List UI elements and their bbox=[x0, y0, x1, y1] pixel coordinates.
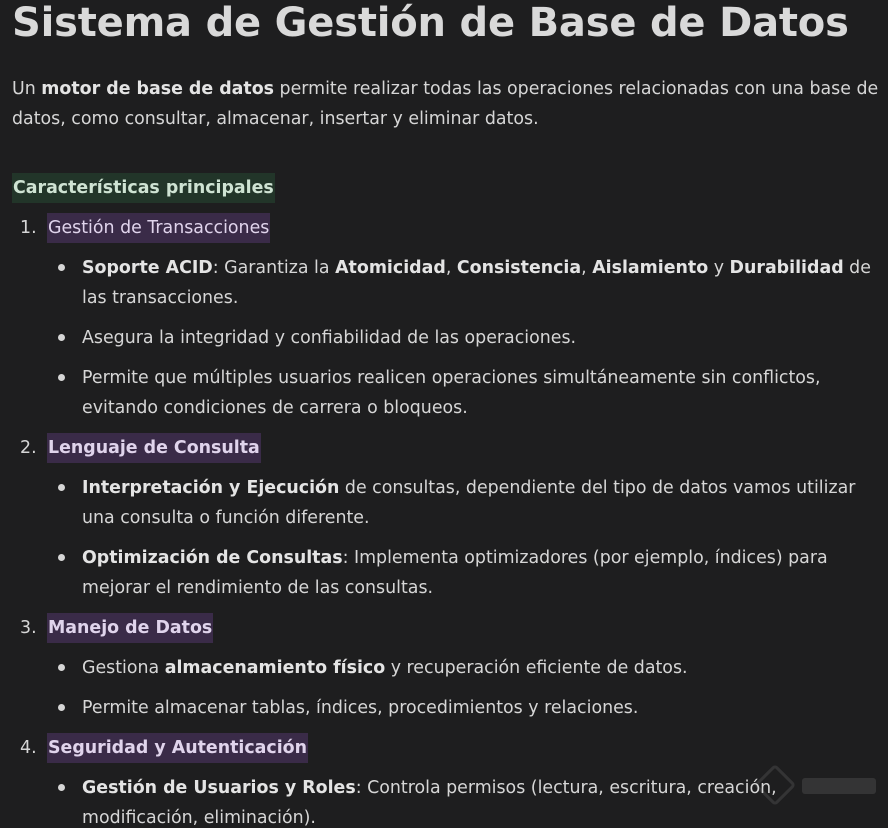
text: , bbox=[581, 258, 593, 278]
item-number: 3. bbox=[20, 618, 37, 638]
text: Gestiona bbox=[82, 658, 165, 678]
intro-paragraph bbox=[12, 74, 882, 134]
text: : Garantiza la bbox=[212, 258, 336, 278]
text: , bbox=[445, 258, 457, 278]
bold-text: Consistencia bbox=[456, 258, 582, 278]
text: de las transacciones. bbox=[82, 258, 871, 308]
bullet-dot bbox=[58, 664, 65, 671]
item-title-transacciones: Gestión de Transacciones bbox=[47, 213, 270, 243]
bullet-dot bbox=[58, 784, 65, 791]
text: Permite que múltiples usuarios realicen operaciones simultáneamente sin conflictos, evitando condiciones de carrera o bloqueos. bbox=[82, 368, 821, 418]
bold-text: Gestión de Usuarios y Roles bbox=[82, 778, 356, 798]
item-title-datos: Manejo de Datos bbox=[47, 613, 213, 643]
logo-wordmark bbox=[802, 778, 876, 794]
item-number: 1. bbox=[20, 218, 37, 238]
bold-text: Soporte ACID bbox=[82, 258, 213, 278]
list-item bbox=[82, 363, 852, 423]
bullet-dot bbox=[58, 554, 65, 561]
bullet-dot bbox=[58, 334, 65, 341]
bold-text: Interpretación y Ejecución bbox=[82, 478, 340, 498]
text: : Controla permisos (lectura, escritura, creación, modificación, eliminación). bbox=[82, 778, 777, 828]
bold-text: almacenamiento físico bbox=[164, 658, 386, 678]
item-number: 4. bbox=[20, 738, 37, 758]
page-title: Sistema de Gestión de Base de Datos bbox=[12, 0, 849, 46]
intro-text-before: Un bbox=[12, 79, 42, 99]
section-heading: Características principales bbox=[12, 173, 275, 203]
text: y recuperación eficiente de datos. bbox=[385, 658, 688, 678]
text: Permite almacenar tablas, índices, procedimientos y relaciones. bbox=[82, 698, 639, 718]
list-item bbox=[82, 653, 888, 683]
list-item bbox=[82, 543, 888, 603]
item-title-seguridad: Seguridad y Autenticación bbox=[47, 733, 308, 763]
intro-bold: motor de base de datos bbox=[41, 79, 275, 99]
bullet-dot bbox=[58, 264, 65, 271]
watermark-logo bbox=[760, 766, 880, 806]
bullet-dot bbox=[58, 704, 65, 711]
bold-text: Aislamiento bbox=[592, 258, 709, 278]
bullet-dot bbox=[58, 374, 65, 381]
text: y bbox=[708, 258, 730, 278]
text: de consultas, dependiente del tipo de datos vamos utilizar una consulta o función diferente. bbox=[82, 478, 856, 528]
logo-mark-icon bbox=[754, 764, 796, 806]
bold-text: Durabilidad bbox=[729, 258, 844, 278]
text: : Implementa optimizadores (por ejemplo, índices) para mejorar el rendimiento de las consultas. bbox=[82, 548, 828, 598]
bold-text: Atomicidad bbox=[335, 258, 446, 278]
list-item bbox=[82, 473, 888, 533]
text: Asegura la integridad y confiabilidad de las operaciones. bbox=[82, 328, 577, 348]
list-item bbox=[82, 323, 888, 353]
bullet-dot bbox=[58, 484, 65, 491]
item-number: 2. bbox=[20, 438, 37, 458]
list-item bbox=[82, 693, 888, 723]
bold-text: Optimización de Consultas bbox=[82, 548, 343, 568]
list-item bbox=[82, 253, 872, 313]
item-title-consulta: Lenguaje de Consulta bbox=[47, 433, 261, 463]
intro-text-after: permite realizar todas las operaciones relacionadas con una base de datos, como consultar, almacenar, insertar y eliminar datos. bbox=[12, 79, 879, 129]
